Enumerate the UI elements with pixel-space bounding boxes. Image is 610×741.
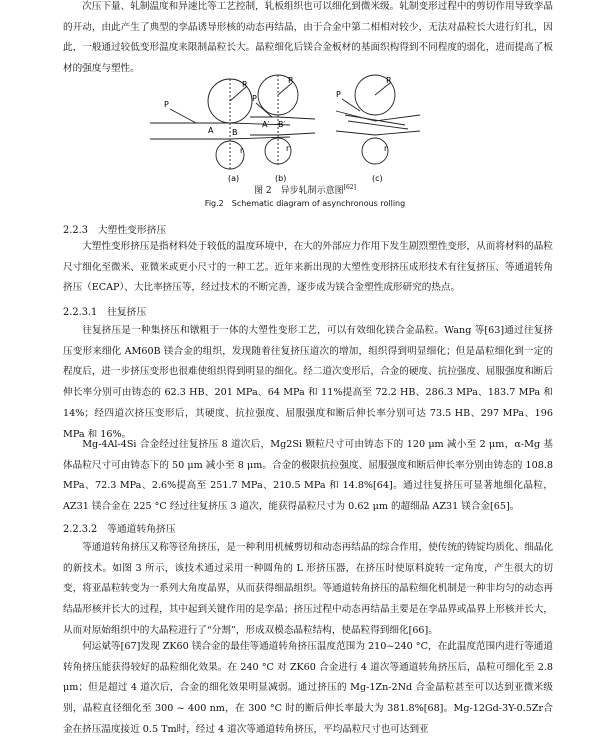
panel-label-a: (a) — [228, 174, 240, 183]
paragraph-cyclic-extrusion-2: Mg-4Al-4Si 合金经过往复挤压 8 道次后，Mg2Si 颗粒尺寸可由铸态下的 120 μm 减小至 2 μm，α-Mg 基体晶粒尺寸可由铸态下的 50 μm 减小至 8 μm。合金的极限抗拉强度、屈服强度和断后伸长率分别由铸态的 108.8 MPa、72.3 MPa、2.6%提高至 251.7 MPa、210.5 MPa 和 14.8%[64]。通过往复挤压可显著地细化晶粒，AZ31 镁合金在 225 °C 经过往复挤压 3 道次，能获得晶粒尺寸为 0.62 μm 的超细晶 AZ31 镁合金[65]。 — [63, 439, 553, 513]
label-a-a: A — [208, 126, 214, 135]
label-r-small-b: r — [286, 144, 290, 153]
label-r-b: R — [288, 76, 294, 85]
label-b-b: B′ — [278, 120, 286, 129]
paragraph-ecap-2: 何运斌等[67]发现 ZK60 镁合金的最佳等通道转角挤压温度范围为 210~240 °C，在此温度范围内进行等通道转角挤压能获得较好的晶粒细化效果。在 240 °C 对 ZK60 合金进行 4 道次等通道转角挤压后，晶粒可细化至 2.8 μm；但是超过 4 道次后，合金的细化效果明显减弱。通过挤压的 Mg-1Zn-2Nd 合金晶粒甚至可以达到亚微米级别，晶粒直径细化至 300 ~ 400 nm，在 300 °C 时的断后伸长率最大为 381.8%[68]。Mg-12Gd-3Y-0.5Zr合金在挤压温度接近 0.5 Tm时，经过 4 道次等通道转角挤压，平均晶粒尺寸也可达到亚 — [63, 641, 553, 735]
panel-label-b: (b) — [275, 174, 287, 183]
paragraph-ecap-1: 等通道转角挤压又称等径角挤压，是一种利用机械剪切和动态再结晶的综合作用，使传统的铸锭均质化、细晶化的新技术。如图 3 所示，该技术通过采用一种圆角的 L 形挤压器，在挤压时使原料旋转一定角度，产生很大的切变，将亚晶粒转变为一系列大角度晶界，从而获得细晶组织。等通道转角挤压的晶粒细化机制是一种非均匀的动态再结晶形核并长大的过程，其中起到关键作用的是孪晶；挤压过程中动态再结晶主要是在孪晶界或晶界上形核并长大，从而对原始组织中的大晶粒进行了“分割”，形成双模态晶粒结构，使晶粒得到细化[66]。 — [63, 542, 553, 636]
label-p-b: P — [252, 94, 257, 103]
label-r-small-c: r — [384, 144, 388, 153]
paragraph-cyclic-extrusion-1: 往复挤压是一种集挤压和镦粗于一体的大塑性变形工艺，可以有效细化镁合金晶粒。Wang 等[63]通过往复挤压变形来细化 AM60B 镁合金的组织，发现随着往复挤压道次的增加，组织得到明显细化；但是晶粒细化到一定的程度后，进一步挤压变形也很难使组织得到明显的细化。经二道次变形后，合金的硬度、抗拉强度、屈服强度和断后伸长率分别可由铸态的 62.3 HB、201 MPa、64 MPa 和 11%提高至 72.2 HB、286.3 MPa、183.7 MPa 和 14%；经四道次挤压变形后，其硬度、抗拉强度、屈服强度和断后伸长率分别可达 73.5 HB、297 MPa、196 MPa 和 16%。 — [63, 325, 553, 440]
section-heading-2-2-3-2: 2.2.3.2 等通道转角挤压 — [63, 524, 176, 535]
paragraph-spd-extrusion: 大塑性变形挤压是指材料处于较低的温度环境中，在大的外部应力作用下发生剧烈塑性变形，从而将材料的晶粒尺寸细化至微米、亚微米或更小尺寸的一种工艺。近年来新出现的大塑性变形挤压成形技术有往复挤压、等通道转角挤压（ECAP）、大比率挤压等，经过技术的不断完善，逐步成为镁合金塑性成形研究的热点。 — [63, 241, 553, 294]
figure-caption-en: Fig.2 Schematic diagram of asynchronous rolling — [204, 199, 406, 208]
label-p-c: P — [336, 90, 341, 99]
label-a-b: A′ — [262, 120, 270, 129]
label-r-small-a: r — [240, 146, 244, 155]
panel-label-c: (c) — [372, 174, 383, 183]
label-r-c: R — [386, 76, 392, 85]
paragraph-asynchronous-rolling: 次压下量、轧制温度和异速比等工艺控制，轧板组织也可以细化到微米级。轧制变形过程中的剪切作用导致孪晶的开动，由此产生了典型的孪晶诱导形核的动态再结晶，由于合金中第二相相对较少，无法对晶粒长大进行钉扎，因此，一般通过较低变形温度来限制晶粒长大。晶粒细化后镁合金板材的基面织构得到不同程度的弱化，进而提高了板材的强度与塑性。 — [63, 1, 553, 75]
figure-caption-cn: 图 2 异步轧制示意图[62] — [254, 184, 356, 196]
label-r-a: R — [242, 80, 248, 89]
section-heading-2-2-3-1: 2.2.3.1 往复挤压 — [63, 307, 147, 318]
section-heading-2-2-3: 2.2.3 大塑性变形挤压 — [63, 225, 167, 236]
label-p-a: P — [164, 100, 169, 109]
figure-asynchronous-rolling — [150, 73, 445, 183]
label-b-a: B — [232, 128, 238, 137]
